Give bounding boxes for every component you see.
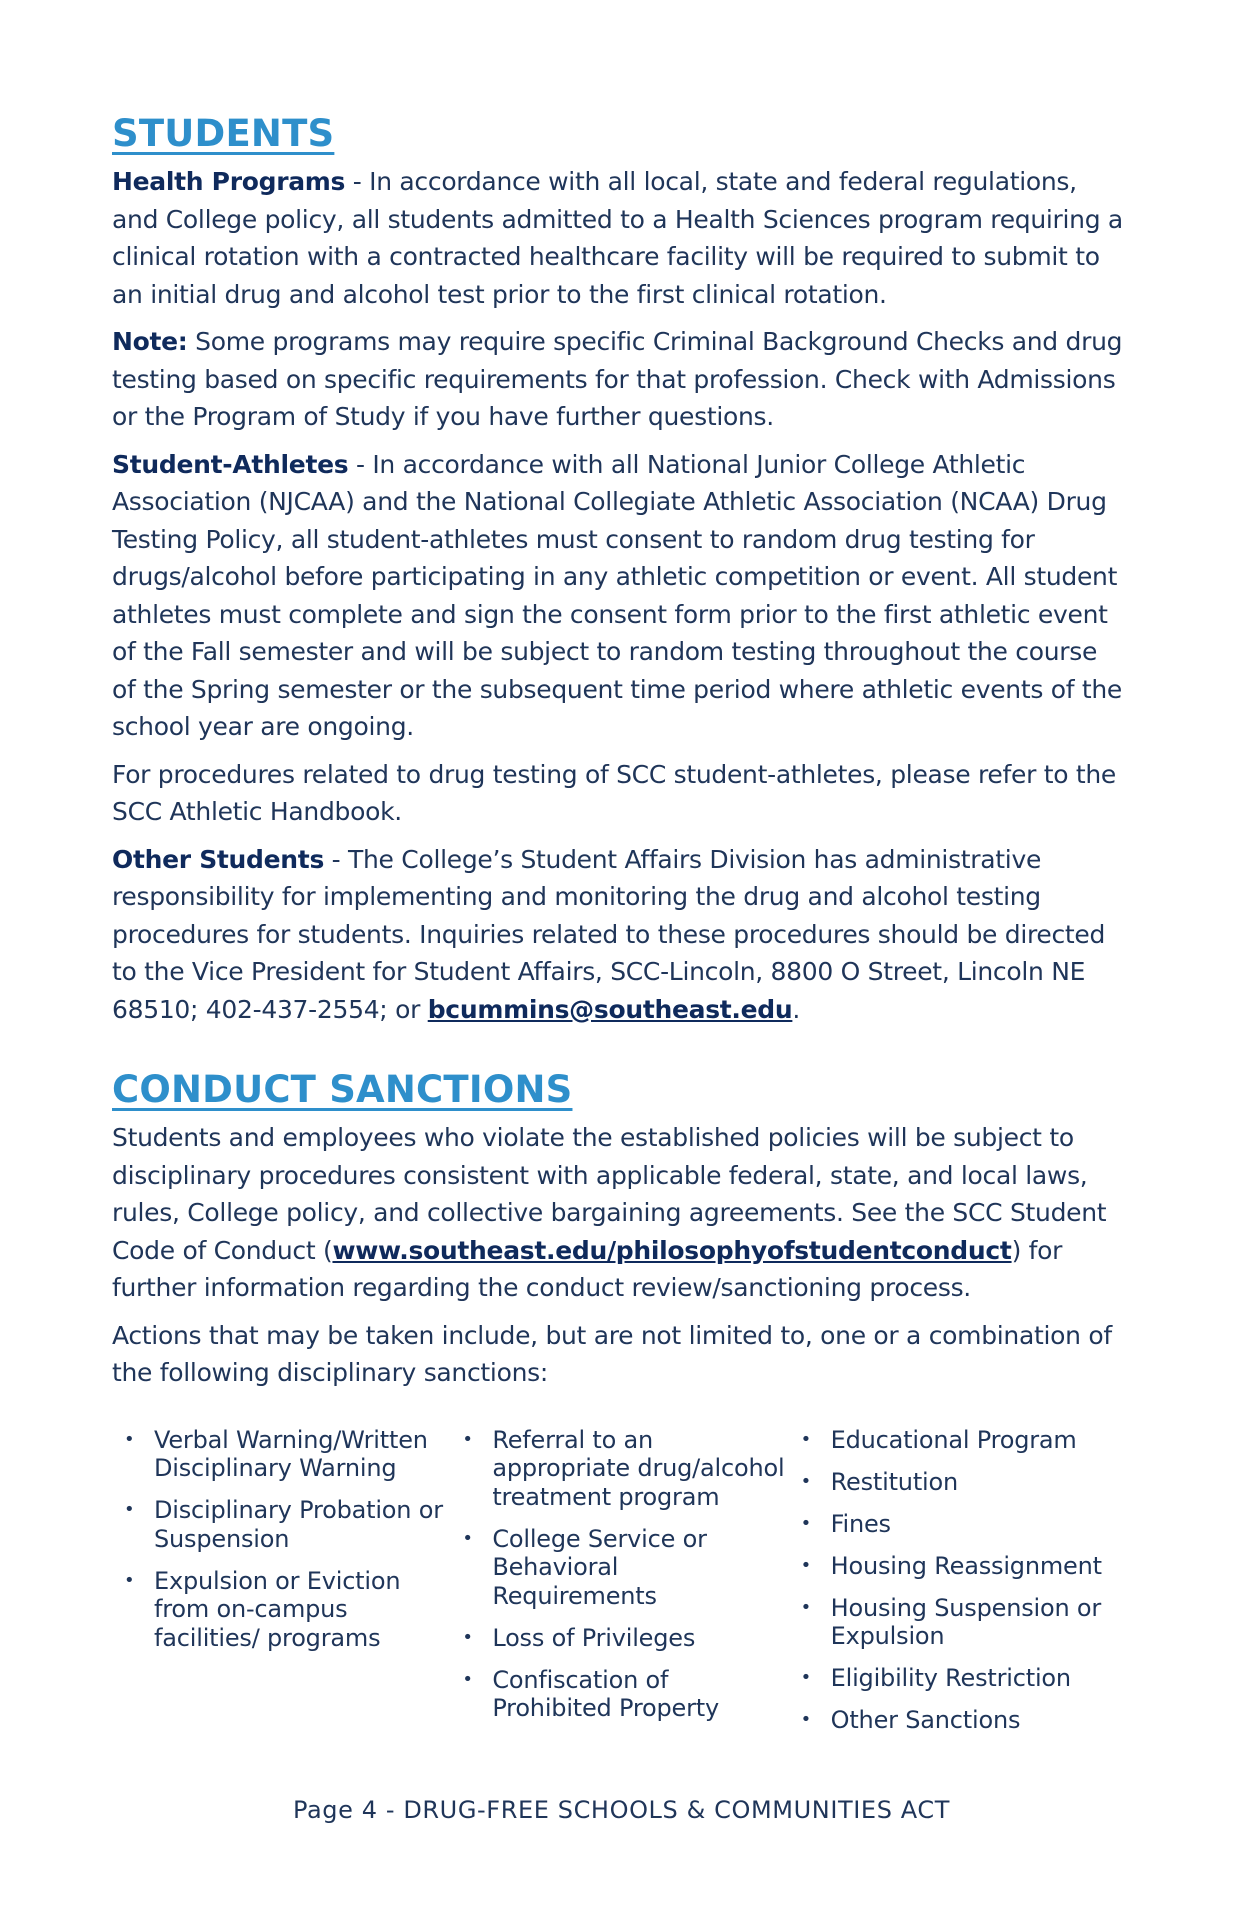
list-item: • Housing Reassignment (800, 1551, 1102, 1580)
note-lead: Note: (112, 327, 188, 356)
sanctions-list (112, 1426, 1127, 1749)
bullet-icon: • (462, 1668, 473, 1690)
list-item: • Restitution (800, 1467, 958, 1496)
bullet-icon: • (800, 1554, 812, 1576)
email-link[interactable]: bcummins@southeast.edu (427, 994, 793, 1024)
list-item: • Loss of Privileges (462, 1623, 696, 1652)
actions-paragraph: Actions that may be taken include, but are not limited to, one or a combination of the following disciplinary sanctions: (112, 1320, 1112, 1387)
bullet-icon: • (124, 1428, 135, 1450)
list-item: • Disciplinary Probation or Suspension (124, 1496, 443, 1553)
other-students-lead: Other Students (112, 844, 325, 874)
sanctions-column-2 (450, 1426, 788, 1749)
bullet-icon: • (124, 1569, 135, 1591)
conduct-link[interactable]: www.southeast.edu/philosophyofstudentconduct (332, 1235, 1012, 1265)
bullet-icon: • (800, 1512, 812, 1534)
health-programs-paragraph (112, 163, 1127, 313)
note-paragraph (112, 323, 1127, 436)
procedures-paragraph: For procedures related to drug testing of SCC student-athletes, please refer to the SCC Athletic Handbook. (112, 759, 1116, 826)
note-text: Some programs may require specific Criminal Background Checks and drug testing based on specific requirements for that profession. Check with Admissions or the Program of Study if you have further questions. (112, 327, 1123, 431)
health-programs-text: - In accordance with all local, state and federal regulations, and College policy, all students admitted to a Health Sciences program requiring a clinical rotation with a contracted healthcare facility will be required to submit to an initial drug and alcohol test prior to the first clinical rotation. (112, 167, 1123, 309)
list-item: • College Service or Behavioral Requirements (462, 1524, 707, 1610)
conduct-sanctions-heading: CONDUCT SANCTIONS (112, 1068, 573, 1111)
student-athletes-lead: Student-Athletes (112, 449, 349, 479)
content (112, 112, 1127, 1748)
bullet-icon: • (800, 1709, 812, 1730)
other-students-end: . (792, 994, 801, 1024)
list-item: • Educational Program (800, 1425, 1077, 1454)
list-item: • Eligibility Restriction (800, 1664, 1071, 1692)
student-athletes-paragraph (112, 446, 1127, 746)
list-item: • Verbal Warning/Written Disciplinary Warning (124, 1425, 428, 1482)
sanctions-intro-paragraph (112, 1119, 1127, 1307)
bullet-icon: • (800, 1470, 812, 1492)
other-students-text: - The College’s Student Affairs Division has administrative responsibility for implementing and monitoring the drug and alcohol testing procedures for students. Inquiries related to these procedures should be directed to the Vice President for Student Affairs, SCC-Lincoln, 8800 O Street, Lincoln NE 68510; 402-437-2554; or (112, 844, 1106, 1024)
bullet-icon: • (800, 1596, 812, 1618)
list-item: • Housing Suspension or Expulsion (800, 1593, 1102, 1650)
list-item: • Expulsion or Eviction from on-campus facilities/ programs (124, 1566, 401, 1652)
sanctions-intro-end: ) for further information regarding the conduct review/sanctioning process. (112, 1235, 1063, 1302)
student-athletes-text: - In accordance with all National Junior College Athletic Association (NJCAA) and the National Collegiate Athletic Association (NCAA) Drug Testing Policy, all student-athletes must consent to random drug testing for drugs/alcohol before participating in any athletic competition or event. All student athletes must complete and sign the consent form prior to the first athletic event of the Fall semester and will be subject to random testing throughout the course of the Spring semester or the subsequent time period where athletic events of the school year are ongoing. (112, 449, 1122, 741)
bullet-icon: • (462, 1626, 473, 1648)
page-footer: Page 4 - DRUG-FREE SCHOOLS & COMMUNITIES ACT (293, 1796, 950, 1824)
bullet-icon: • (124, 1499, 135, 1520)
other-students-paragraph (112, 841, 1127, 1029)
sanctions-intro-text: Students and employees who violate the established policies will be subject to disciplinary procedures consistent with applicable federal, state, and local laws, rules, College policy, and collective bargaining agreements. See the SCC Student Code of Conduct ( (112, 1123, 1107, 1265)
bullet-icon: • (800, 1667, 812, 1688)
list-item: • Confiscation of Prohibited Property (462, 1665, 719, 1722)
sanctions-column-3 (789, 1426, 1127, 1749)
health-programs-lead: Health Programs (112, 167, 346, 196)
list-item: • Referral to an appropriate drug/alcohol treatment program (462, 1425, 785, 1511)
bullet-icon: • (462, 1527, 473, 1549)
list-item: • Other Sanctions (800, 1706, 1021, 1734)
bullet-icon: • (462, 1428, 473, 1450)
list-item: • Fines (800, 1509, 891, 1538)
sanctions-column-1 (112, 1426, 450, 1749)
students-heading: STUDENTS (112, 112, 335, 155)
conduct-sanctions-section (112, 1068, 1127, 1748)
bullet-icon: • (800, 1428, 812, 1450)
